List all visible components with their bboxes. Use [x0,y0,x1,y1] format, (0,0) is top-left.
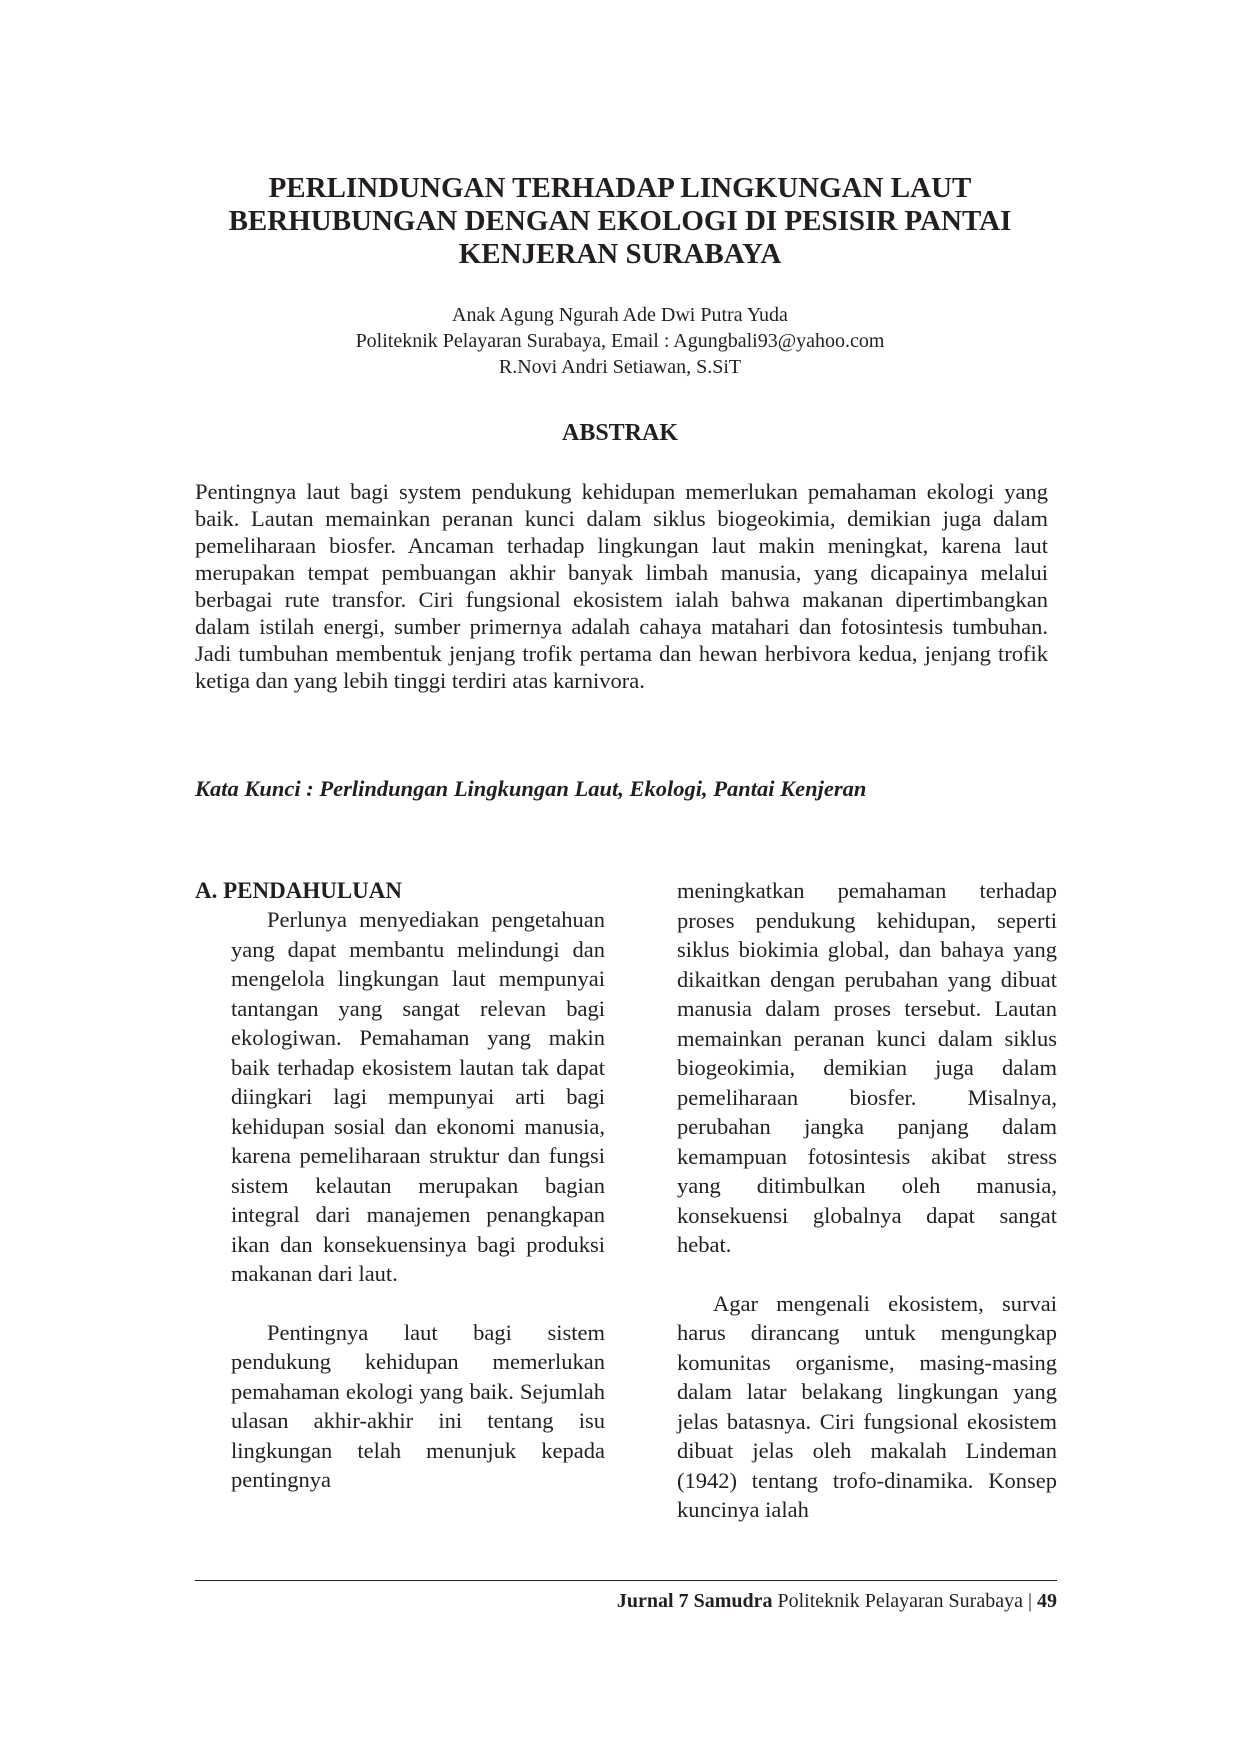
keywords: Kata Kunci : Perlindungan Lingkungan Laut, Ekologi, Pantai Kenjeran [195,776,867,801]
author-name: Anak Agung Ngurah Ade Dwi Putra Yuda [452,304,788,326]
paragraph-4: Agar mengenali ekosistem, survai harus dirancang untuk mengungkap komunitas organisme, masing-masing dalam latar belakang lingkungan yang jelas batasnya. Ciri fungsional ekosistem dibuat jelas oleh makalah Lindeman (1942) tentang trofo-dinamika. Konsep kuncinya ialah [677,1290,1057,1522]
abstract-heading: ABSTRAK [561,420,679,446]
paragraph-2: Pentingnya laut bagi sistem pendukung kehidupan memerlukan pemahaman ekologi yang baik. Sejumlah ulasan akhir-akhir ini tentang isu lingkungan telah menunjuk kepada pentingnya [231,1319,605,1492]
page-number: 49 [1037,1590,1057,1612]
footer-rule [195,1580,1057,1581]
journal-name: Jurnal 7 Samudra [616,1590,773,1612]
title-line-1: PERLINDUNGAN TERHADAP LINGKUNGAN LAUT [268,172,972,204]
page-footer [195,1590,1057,1613]
paragraph-3: meningkatkan pemahaman terhadap proses pendukung kehidupan, seperti siklus biokimia global, dan bahaya yang dikaitkan dengan perubahan yang dibuat manusia dalam proses tersebut. Lautan memainkan peranan kunci dalam siklus biogeokimia, demikian juga dalam pemeliharaan biosfer. Misalnya, perubahan jangka panjang dalam kemampuan fotosintesis akibat stress yang ditimbulkan oleh manusia, konsekuensi globalnya dapat sangat hebat. [677,878,1057,1257]
journal-institution: Politeknik Pelayaran Surabaya [777,1590,1023,1612]
author-affiliation: Politeknik Pelayaran Surabaya, Email : Agungbali93@yahoo.com [355,330,885,352]
right-column [677,876,1057,1525]
footer-separator: | [1027,1590,1032,1612]
paragraph-1: Perlunya menyediakan pengetahuan yang dapat membantu melindungi dan mengelola lingkungan laut mempunyai tantangan yang sangat relevan bagi ekologiwan. Pemahaman yang makin baik terhadap ekosistem lautan tak dapat diingkari lagi mempunyai arti bagi kehidupan sosial dan ekonomi manusia, karena pemeliharaan struktur dan fungsi sistem kelautan merupakan bagian integral dari manajemen penangkapan ikan dan konsekuensinya bagi produksi makanan dari laut. [231,907,605,1286]
left-column [195,876,607,1495]
abstract-text: Pentingnya laut bagi system pendukung kehidupan memerlukan pemahaman ekologi yang baik. Lautan memainkan peranan kunci dalam siklus biogeokimia, demikian juga dalam pemeliharaan biosfer. Ancaman terhadap lingkungan laut makin meningkat, karena laut merupakan tempat pembuangan akhir banyak limbah manusia, yang dicapainya melalui berbagai rute transfor. Ciri fungsional ekosistem ialah bahwa makanan dipertimbangkan dalam istilah energi, sumber primernya adalah cahaya matahari dan fotosintesis tumbuhan. Jadi tumbuhan membentuk jenjang trofik pertama dan hewan herbivora kedua, jenjang trofik ketiga dan yang lebih tinggi terdiri atas karnivora. [195,479,1048,693]
section-heading: A. PENDAHULUAN [195,878,402,903]
paper-title [150,172,1090,271]
title-line-3: KENJERAN SURABAYA [458,238,782,270]
co-author-name: R.Novi Andri Setiawan, S.SiT [498,356,742,378]
title-line-2: BERHUBUNGAN DENGAN EKOLOGI DI PESISIR PANTAI [228,205,1012,237]
author-block [150,302,1090,380]
